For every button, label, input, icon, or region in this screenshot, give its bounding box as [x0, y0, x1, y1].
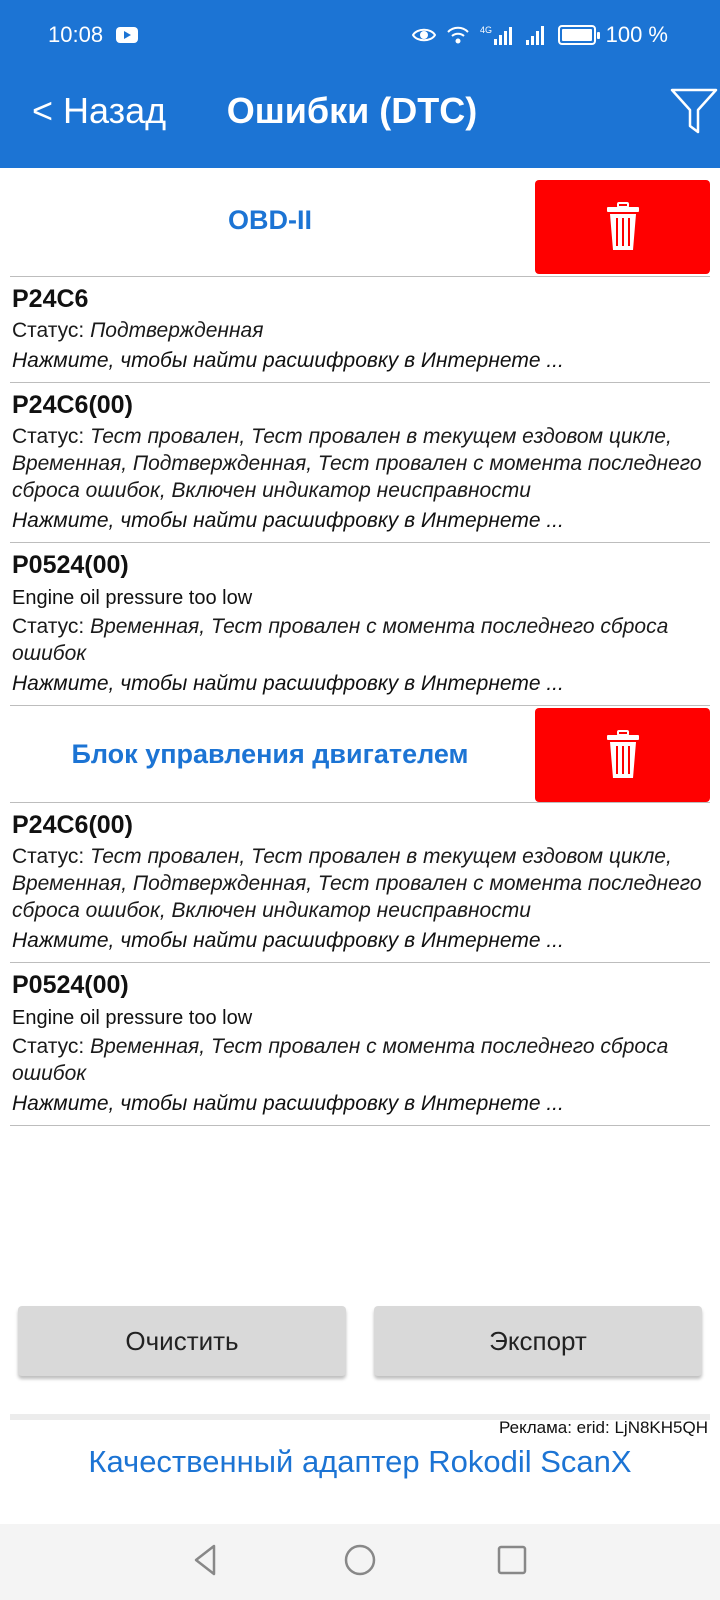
delete-group-button[interactable]: [535, 708, 710, 802]
group-header-obd2: [0, 168, 720, 276]
ad-banner-link[interactable]: Качественный адаптер Rokodil ScanX: [88, 1444, 632, 1479]
dtc-description: Engine oil pressure too low: [12, 587, 253, 609]
dtc-list: [0, 168, 720, 1126]
search-hint-link[interactable]: Нажмите, чтобы найти расшифровку в Интернете ...: [12, 509, 564, 532]
battery-icon: [558, 25, 596, 45]
system-navigation-bar: [0, 1524, 720, 1600]
status-bar: [0, 18, 720, 54]
dtc-item[interactable]: [10, 803, 710, 963]
delete-group-button[interactable]: [535, 180, 710, 274]
wifi-icon: [446, 24, 470, 46]
export-button[interactable]: Экспорт: [374, 1306, 702, 1376]
dtc-item[interactable]: [10, 963, 710, 1126]
search-hint-link[interactable]: Нажмите, чтобы найти расшифровку в Интернете ...: [12, 929, 564, 952]
recents-square-icon[interactable]: [490, 1538, 534, 1582]
dtc-code: P0524(00): [12, 551, 129, 579]
battery-percent: 100 %: [605, 22, 668, 47]
dtc-status: Статус: Тест провален, Тест провален в текущем ездовом цикле, Временная, Подтвержденная, Тест провален с момента последнего сброса ошибок, Включен индикатор неисправности: [12, 425, 702, 502]
dtc-item[interactable]: [10, 383, 710, 543]
back-button[interactable]: < Назад: [32, 90, 167, 131]
search-hint-link[interactable]: Нажмите, чтобы найти расшифровку в Интернете ...: [12, 349, 564, 372]
filter-icon[interactable]: [666, 86, 720, 136]
svg-text:4G: 4G: [479, 25, 492, 35]
dtc-code: P0524(00): [12, 971, 129, 999]
group-title: Блок управления двигателем: [71, 739, 469, 769]
page-title: Ошибки (DTC): [226, 90, 478, 131]
eye-icon: [412, 26, 436, 44]
dtc-status: Статус: Временная, Тест провален с момента последнего сброса ошибок: [12, 615, 669, 665]
dtc-item[interactable]: [10, 277, 710, 383]
youtube-icon: [116, 27, 138, 43]
back-triangle-icon[interactable]: [184, 1538, 228, 1582]
dtc-code: P24C6(00): [12, 391, 133, 419]
action-buttons: [0, 1306, 720, 1378]
group-title: OBD-II: [228, 205, 312, 235]
search-hint-link[interactable]: Нажмите, чтобы найти расшифровку в Интернете ...: [12, 672, 564, 695]
dtc-code: P24C6: [12, 285, 89, 313]
dtc-code: P24C6(00): [12, 811, 133, 839]
signal-icon: [524, 24, 548, 46]
signal-4g-icon: [480, 24, 514, 46]
status-time: 10:08: [48, 22, 104, 47]
app-header: [0, 0, 720, 168]
search-hint-link[interactable]: Нажмите, чтобы найти расшифровку в Интернете ...: [12, 1092, 564, 1115]
dtc-item[interactable]: [10, 543, 710, 706]
toolbar: [0, 80, 720, 150]
dtc-description: Engine oil pressure too low: [12, 1007, 253, 1029]
dtc-status: Статус: Тест провален, Тест провален в текущем ездовом цикле, Временная, Подтвержденная, Тест провален с момента последнего сброса ошибок, Включен индикатор неисправности: [12, 845, 702, 922]
dtc-status: Статус: Подтвержденная: [12, 319, 264, 342]
clear-button[interactable]: Очистить: [18, 1306, 346, 1376]
status-icons: [412, 22, 668, 48]
home-circle-icon[interactable]: [338, 1538, 382, 1582]
group-header-engine-ecu: [0, 706, 720, 802]
trash-icon: [606, 730, 640, 780]
dtc-status: Статус: Временная, Тест провален с момента последнего сброса ошибок: [12, 1035, 669, 1085]
ad-label: Реклама: erid: LjN8KH5QH: [499, 1418, 708, 1437]
trash-icon: [606, 202, 640, 252]
